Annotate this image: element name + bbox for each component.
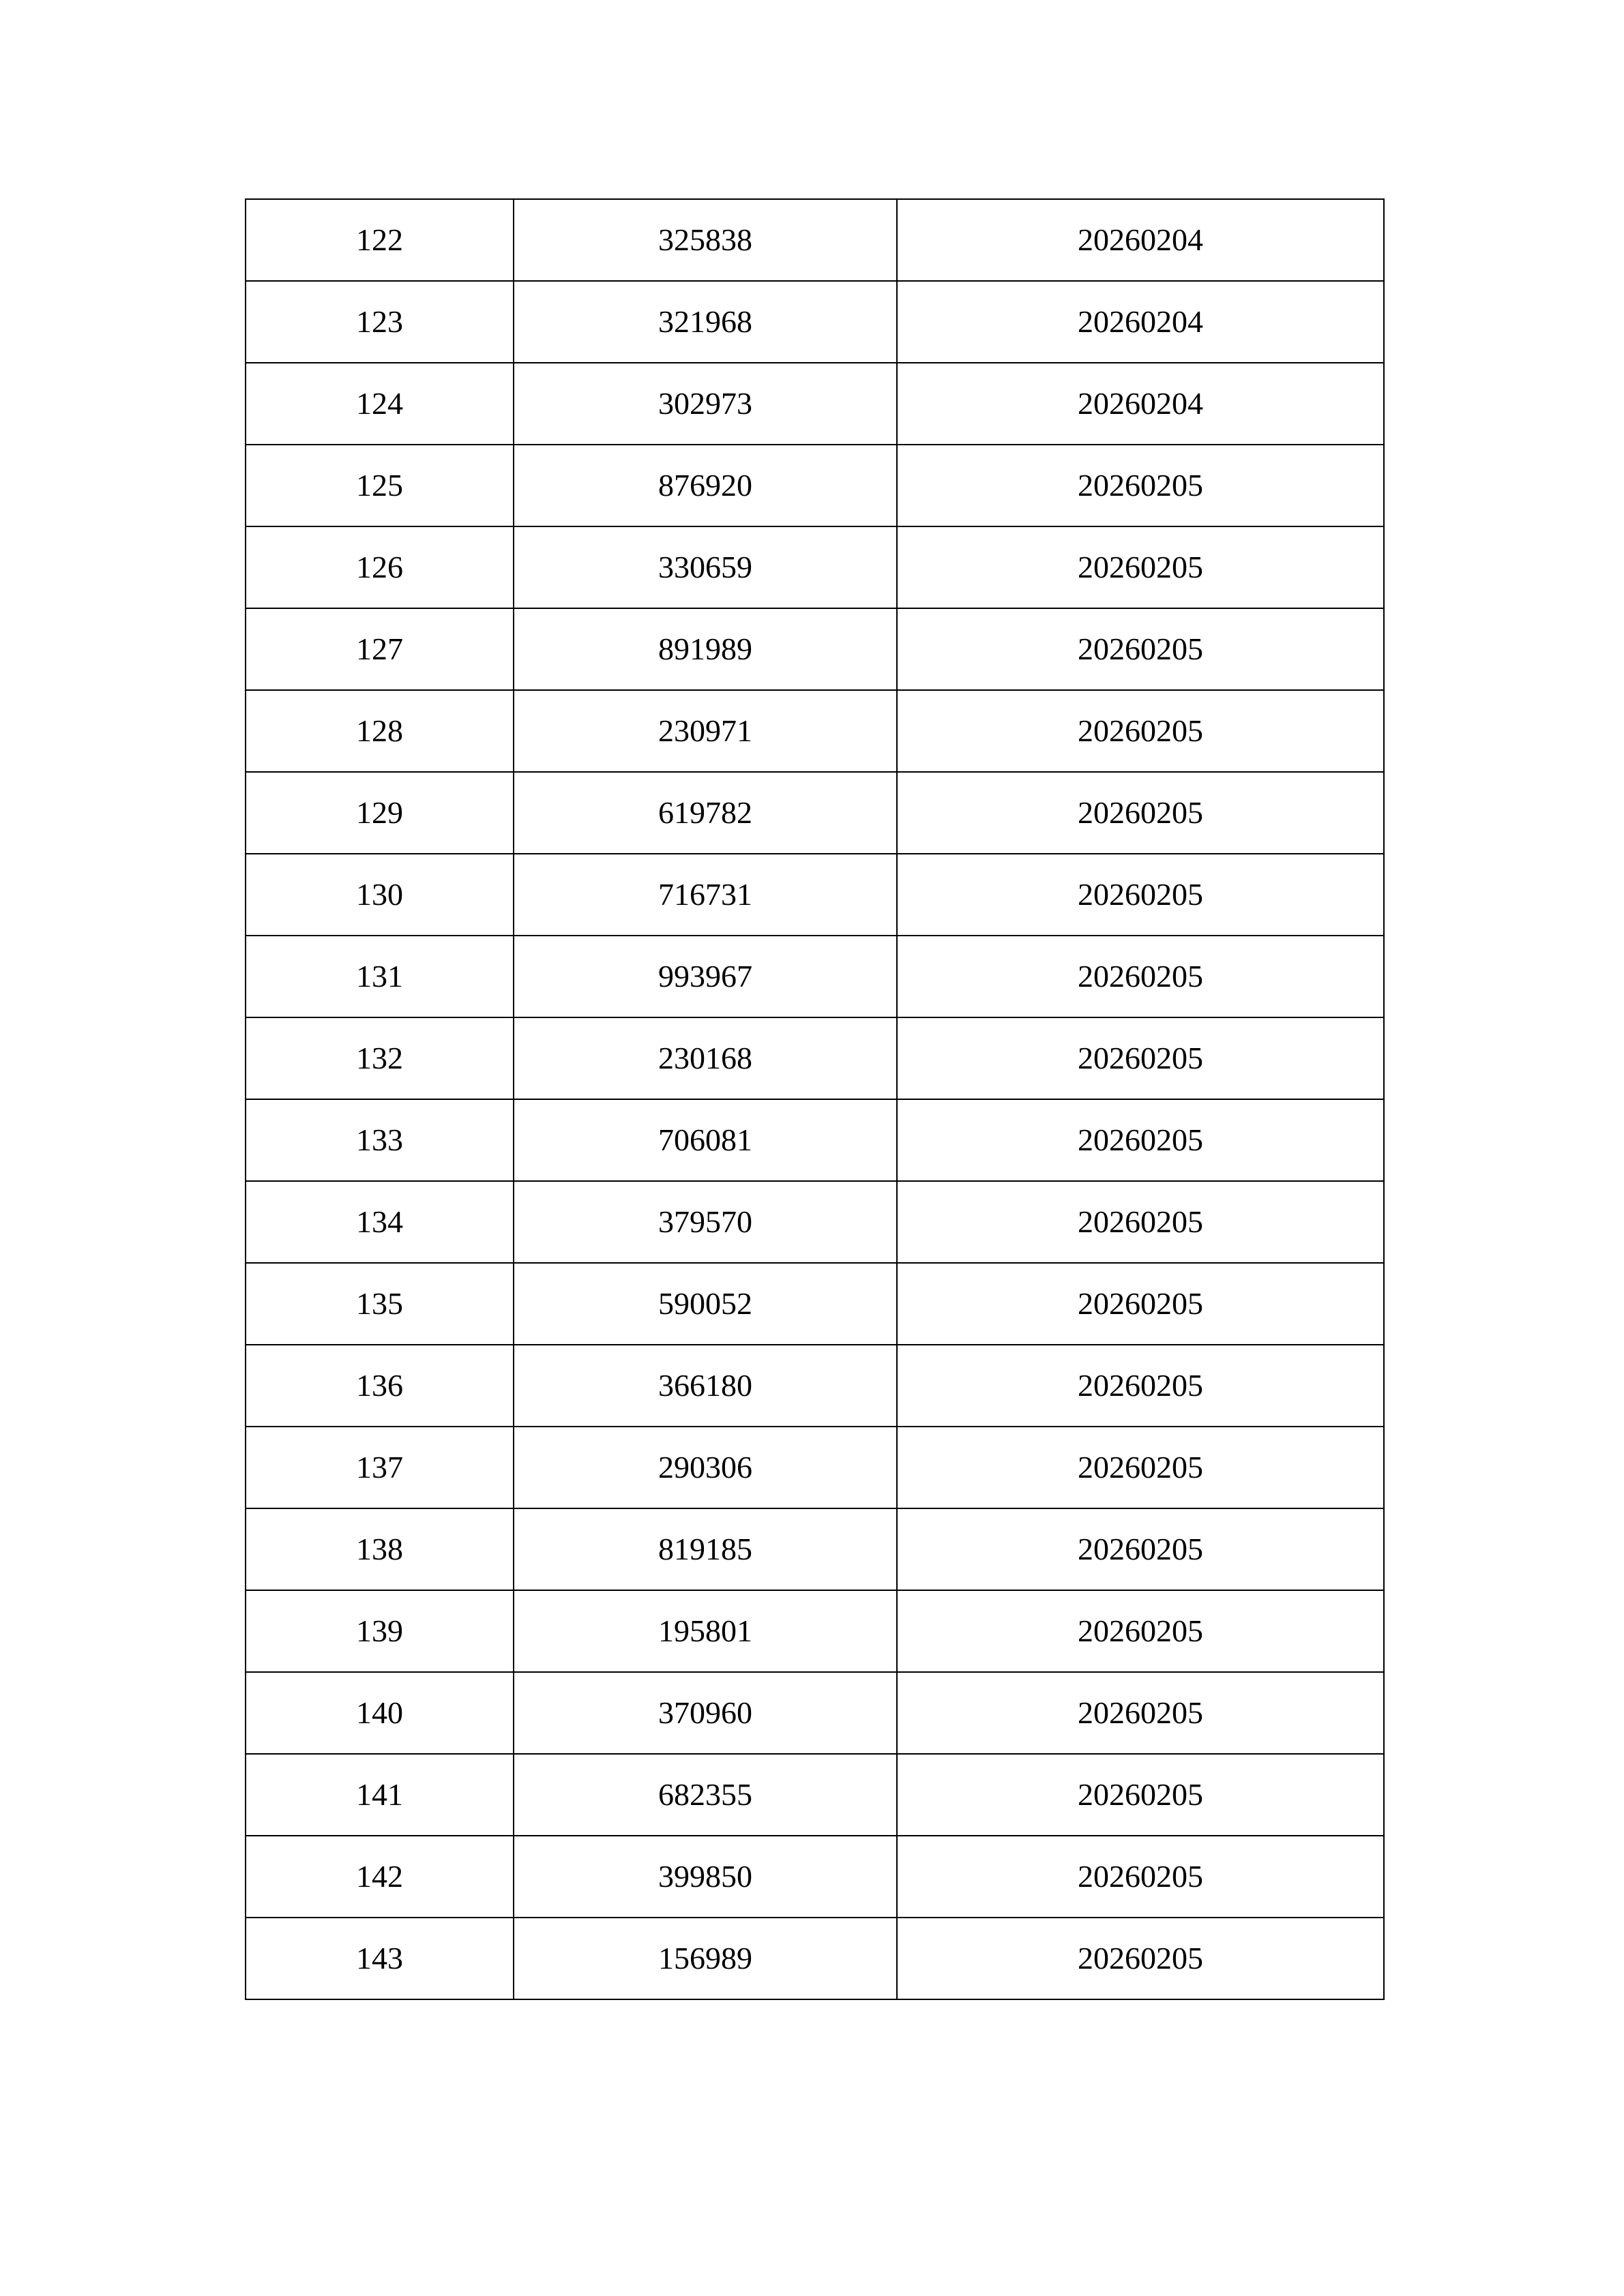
code-cell: 590052 <box>514 1263 897 1345</box>
date-cell: 20260205 <box>897 526 1384 608</box>
code-cell: 366180 <box>514 1345 897 1427</box>
table-row <box>246 936 1384 1017</box>
code-cell: 891989 <box>514 608 897 690</box>
table-row <box>246 1918 1384 1999</box>
table-body <box>246 199 1384 1999</box>
date-cell: 20260204 <box>897 199 1384 281</box>
table-row <box>246 1345 1384 1427</box>
date-cell: 20260205 <box>897 1099 1384 1181</box>
date-cell: 20260205 <box>897 1918 1384 1999</box>
row-number-cell: 132 <box>246 1017 514 1099</box>
row-number-cell: 128 <box>246 690 514 772</box>
row-number-cell: 131 <box>246 936 514 1017</box>
table-row <box>246 1754 1384 1836</box>
date-cell: 20260205 <box>897 1345 1384 1427</box>
table-row <box>246 363 1384 445</box>
date-cell: 20260205 <box>897 1508 1384 1590</box>
table-row <box>246 199 1384 281</box>
row-number-cell: 142 <box>246 1836 514 1918</box>
date-cell: 20260205 <box>897 445 1384 526</box>
code-cell: 330659 <box>514 526 897 608</box>
code-cell: 876920 <box>514 445 897 526</box>
table-row <box>246 690 1384 772</box>
table-row <box>246 854 1384 936</box>
row-number-cell: 130 <box>246 854 514 936</box>
date-cell: 20260205 <box>897 608 1384 690</box>
row-number-cell: 143 <box>246 1918 514 1999</box>
date-cell: 20260205 <box>897 1263 1384 1345</box>
code-cell: 706081 <box>514 1099 897 1181</box>
date-cell: 20260205 <box>897 1427 1384 1508</box>
table-row <box>246 281 1384 363</box>
row-number-cell: 136 <box>246 1345 514 1427</box>
date-cell: 20260205 <box>897 1836 1384 1918</box>
code-cell: 379570 <box>514 1181 897 1263</box>
code-cell: 370960 <box>514 1672 897 1754</box>
row-number-cell: 126 <box>246 526 514 608</box>
row-number-cell: 135 <box>246 1263 514 1345</box>
date-cell: 20260205 <box>897 1590 1384 1672</box>
date-cell: 20260205 <box>897 1754 1384 1836</box>
table-row <box>246 772 1384 854</box>
table-row <box>246 1836 1384 1918</box>
date-cell: 20260205 <box>897 772 1384 854</box>
table-row <box>246 1017 1384 1099</box>
row-number-cell: 127 <box>246 608 514 690</box>
code-cell: 321968 <box>514 281 897 363</box>
code-cell: 682355 <box>514 1754 897 1836</box>
table-row <box>246 526 1384 608</box>
date-cell: 20260205 <box>897 1672 1384 1754</box>
row-number-cell: 141 <box>246 1754 514 1836</box>
date-cell: 20260204 <box>897 281 1384 363</box>
date-cell: 20260205 <box>897 690 1384 772</box>
table-row <box>246 1427 1384 1508</box>
row-number-cell: 124 <box>246 363 514 445</box>
row-number-cell: 123 <box>246 281 514 363</box>
code-cell: 156989 <box>514 1918 897 1999</box>
code-cell: 230168 <box>514 1017 897 1099</box>
table-row <box>246 1508 1384 1590</box>
row-number-cell: 133 <box>246 1099 514 1181</box>
row-number-cell: 138 <box>246 1508 514 1590</box>
date-cell: 20260205 <box>897 1017 1384 1099</box>
row-number-cell: 134 <box>246 1181 514 1263</box>
date-cell: 20260205 <box>897 936 1384 1017</box>
row-number-cell: 140 <box>246 1672 514 1754</box>
code-cell: 619782 <box>514 772 897 854</box>
table-row <box>246 1181 1384 1263</box>
table-row <box>246 1099 1384 1181</box>
row-number-cell: 129 <box>246 772 514 854</box>
table-row <box>246 445 1384 526</box>
code-cell: 399850 <box>514 1836 897 1918</box>
code-cell: 993967 <box>514 936 897 1017</box>
row-number-cell: 122 <box>246 199 514 281</box>
code-cell: 290306 <box>514 1427 897 1508</box>
date-cell: 20260205 <box>897 1181 1384 1263</box>
code-cell: 716731 <box>514 854 897 936</box>
table-row <box>246 1672 1384 1754</box>
code-cell: 325838 <box>514 199 897 281</box>
code-cell: 195801 <box>514 1590 897 1672</box>
table-row <box>246 608 1384 690</box>
table-row <box>246 1263 1384 1345</box>
date-cell: 20260205 <box>897 854 1384 936</box>
date-cell: 20260204 <box>897 363 1384 445</box>
table-row <box>246 1590 1384 1672</box>
code-cell: 819185 <box>514 1508 897 1590</box>
row-number-cell: 137 <box>246 1427 514 1508</box>
row-number-cell: 139 <box>246 1590 514 1672</box>
data-table <box>245 198 1385 2000</box>
code-cell: 230971 <box>514 690 897 772</box>
row-number-cell: 125 <box>246 445 514 526</box>
code-cell: 302973 <box>514 363 897 445</box>
